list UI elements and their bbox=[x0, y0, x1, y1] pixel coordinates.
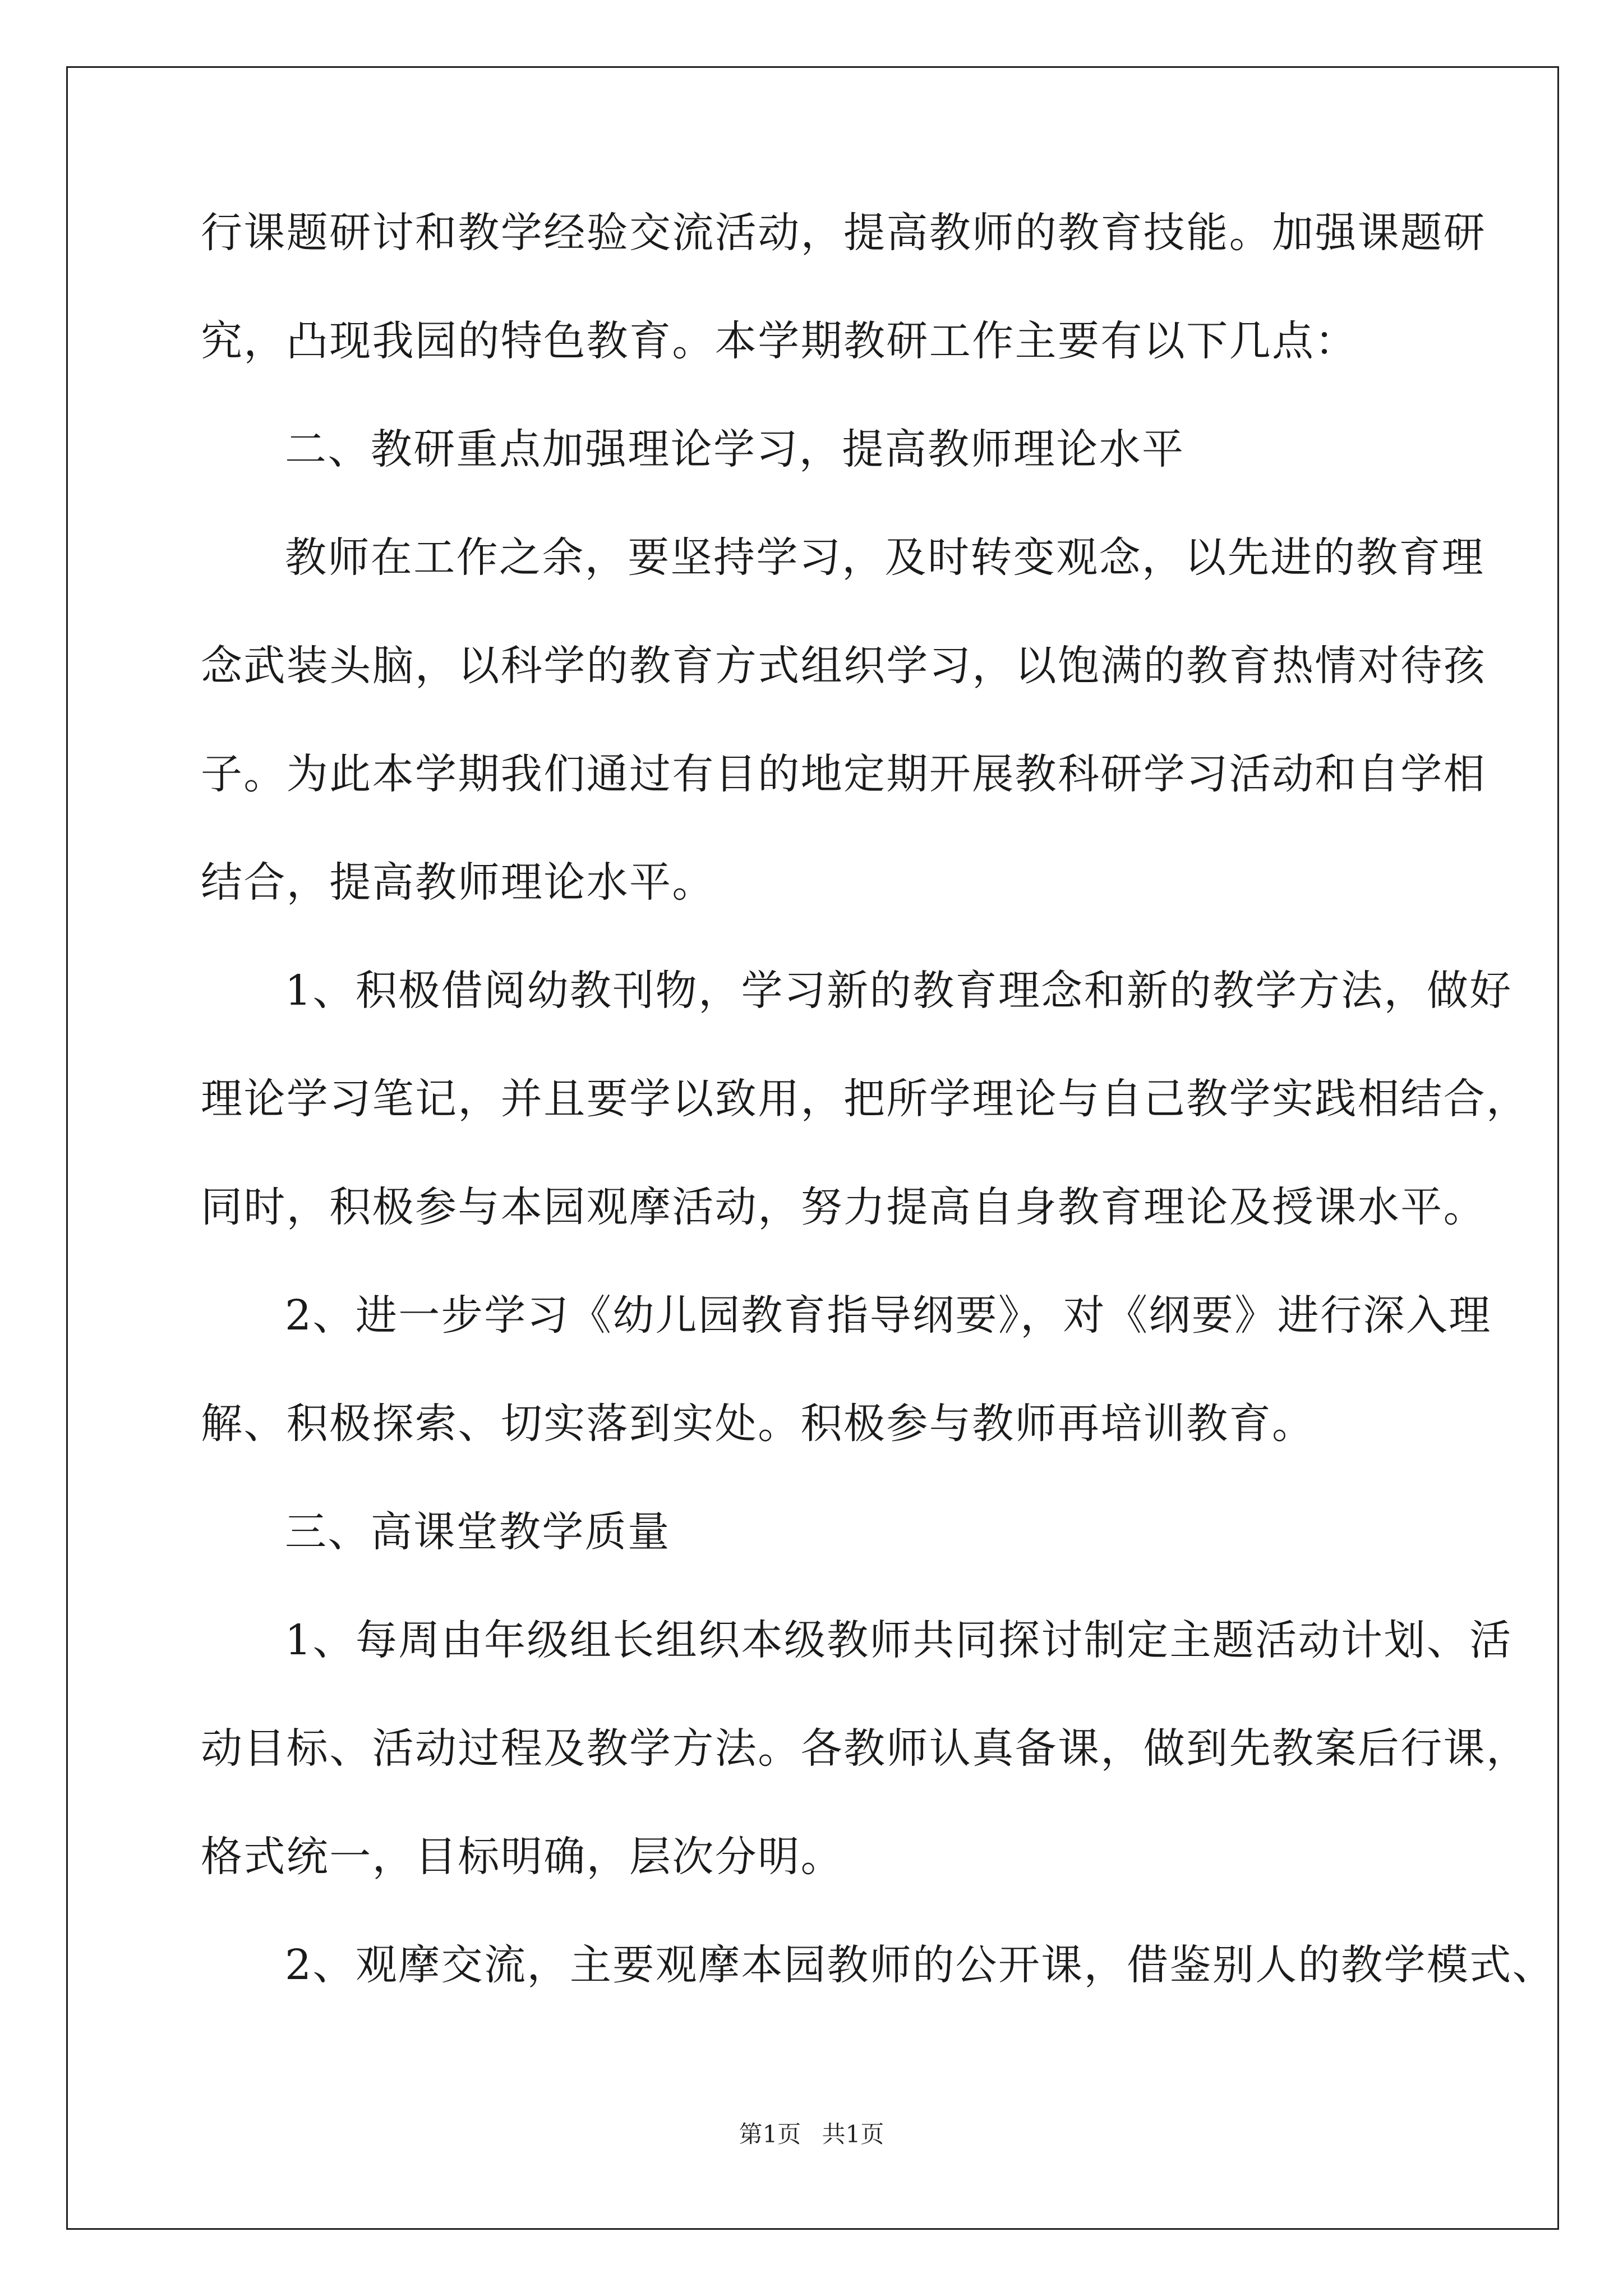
text-line: 2、观摩交流，主要观摩本园教师的公开课，借鉴别人的教学模式、 bbox=[285, 1941, 1556, 1989]
document-body bbox=[201, 208, 1556, 2048]
text-line: 1、积极借阅幼教刊物，学习新的教育理念和新的教学方法，做好 bbox=[285, 967, 1513, 1015]
text-line: 究，凸现我园的特色教育。本学期教研工作主要有以下几点： bbox=[201, 317, 1358, 365]
text-line: 解、积极探索、切实落到实处。积极参与教师再培训教育。 bbox=[201, 1400, 1315, 1448]
text-line: 同时，积极参与本园观摩活动，努力提高自身教育理论及授课水平。 bbox=[201, 1183, 1486, 1231]
text-line: 2、进一步学习《幼儿园教育指导纲要》，对《纲要》进行深入理 bbox=[285, 1291, 1492, 1340]
text-line: 念武装头脑，以科学的教育方式组织学习，以饱满的教育热情对待孩 bbox=[201, 642, 1486, 690]
page-number-total: 共1页 bbox=[822, 2120, 884, 2148]
text-line: 教师在工作之余，要坚持学习，及时转变观念，以先进的教育理 bbox=[285, 533, 1485, 582]
section-heading: 三、高课堂教学质量 bbox=[285, 1508, 671, 1556]
page-footer bbox=[0, 2120, 1623, 2148]
text-line: 格式统一，目标明确，层次分明。 bbox=[201, 1833, 843, 1881]
text-line: 理论学习笔记，并且要学以致用，把所学理论与自己教学实践相结合， bbox=[201, 1075, 1529, 1123]
section-heading: 二、教研重点加强理论学习，提高教师理论水平 bbox=[285, 425, 1185, 473]
page-number-current: 第1页 bbox=[739, 2120, 801, 2148]
text-line: 动目标、活动过程及教学方法。各教师认真备课，做到先教案后行课， bbox=[201, 1724, 1529, 1773]
text-line: 子。为此本学期我们通过有目的地定期开展教科研学习活动和自学相 bbox=[201, 750, 1486, 798]
text-line: 行课题研讨和教学经验交流活动，提高教师的教育技能。加强课题研 bbox=[201, 209, 1486, 257]
text-line: 结合，提高教师理论水平。 bbox=[201, 858, 715, 907]
text-line: 1、每周由年级组长组织本级教师共同探讨制定主题活动计划、活 bbox=[285, 1616, 1513, 1664]
